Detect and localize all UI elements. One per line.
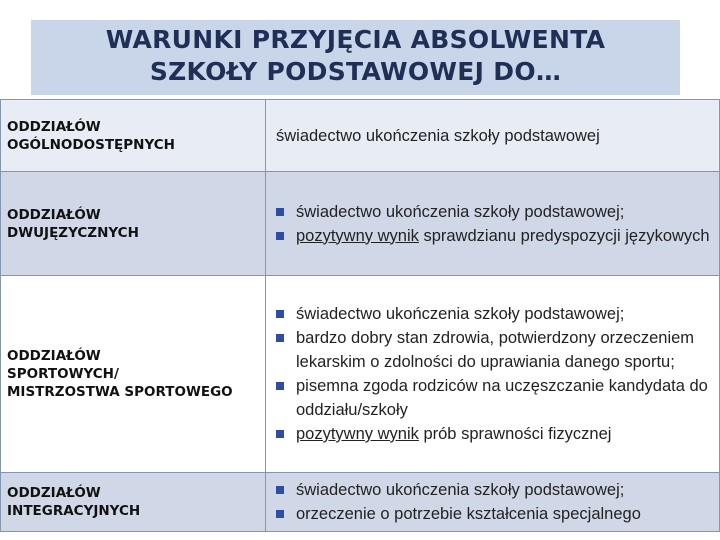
- square-bullet-icon: [276, 310, 284, 318]
- row-label-line: ODDZIAŁÓW: [7, 348, 101, 364]
- row-requirements: [266, 100, 720, 172]
- square-bullet-icon: [276, 430, 284, 438]
- requirement-text: pisemna zgoda rodziców na uczęszczanie kandydata do oddziału/szkoły: [296, 377, 708, 419]
- row-label: [1, 172, 266, 276]
- table-row-bilingual: [1, 172, 720, 276]
- requirement-text: świadectwo ukończenia szkoły podstawowej;: [296, 202, 625, 221]
- requirement-emphasis: pozytywny wynik: [296, 226, 419, 245]
- square-bullet-icon: [276, 334, 284, 342]
- page-title: [31, 24, 680, 88]
- row-label: [1, 100, 266, 172]
- title-line-1: WARUNKI PRZYJĘCIA ABSOLWENTA: [105, 25, 606, 54]
- row-label-line: OGÓLNODOSTĘPNYCH: [7, 136, 175, 153]
- list-item: [276, 302, 713, 326]
- requirement-text: sprawdzianu predyspozycji językowych: [418, 226, 710, 245]
- table-row-general: [1, 100, 720, 172]
- list-item: [276, 422, 713, 446]
- requirement-list: [276, 200, 713, 248]
- square-bullet-icon: [276, 510, 284, 518]
- row-label: [1, 276, 266, 473]
- row-label-line: ODDZIAŁÓW: [7, 206, 101, 223]
- row-label-line: DWUJĘZYCZNYCH: [7, 224, 139, 241]
- square-bullet-icon: [276, 382, 284, 390]
- square-bullet-icon: [276, 486, 284, 494]
- row-label-line: ODDZIAŁÓW: [7, 485, 101, 501]
- row-label-line: ODDZIAŁÓW: [7, 118, 101, 135]
- row-requirements: [266, 276, 720, 473]
- table-row-sports: [1, 276, 720, 473]
- square-bullet-icon: [276, 232, 284, 240]
- row-label-line: MISTRZOSTWA SPORTOWEGO: [7, 384, 233, 400]
- requirement-text: prób sprawności fizycznej: [418, 425, 612, 443]
- list-item: [276, 478, 713, 502]
- list-item: [276, 200, 713, 224]
- list-item: [276, 374, 713, 422]
- list-item: [276, 224, 713, 248]
- requirement-text: świadectwo ukończenia szkoły podstawowej;: [296, 305, 625, 323]
- requirement-text: świadectwo ukończenia szkoły podstawowej;: [296, 481, 625, 499]
- requirement-text: świadectwo ukończenia szkoły podstawowej: [276, 126, 600, 145]
- requirement-list: [276, 302, 713, 446]
- row-requirements: [266, 172, 720, 276]
- square-bullet-icon: [276, 208, 284, 216]
- requirement-emphasis: pozytywny wynik: [296, 425, 419, 443]
- list-item: [276, 502, 713, 526]
- table-row-integration: [1, 473, 720, 532]
- row-label: [1, 473, 266, 532]
- requirement-text: orzeczenie o potrzebie kształcenia specjalnego: [296, 505, 641, 523]
- requirement-list: [276, 478, 713, 526]
- list-item: [276, 326, 713, 374]
- row-label-line: SPORTOWYCH/: [7, 366, 119, 382]
- title-line-2: SZKOŁY PODSTAWOWEJ DO…: [149, 57, 562, 86]
- row-requirements: [266, 473, 720, 532]
- requirement-text: bardzo dobry stan zdrowia, potwierdzony orzeczeniem lekarskim o zdolności do uprawiania danego sportu;: [296, 329, 695, 371]
- title-banner: [31, 20, 680, 95]
- admission-conditions-table: [0, 99, 720, 532]
- row-label-line: INTEGRACYJNYCH: [7, 503, 141, 519]
